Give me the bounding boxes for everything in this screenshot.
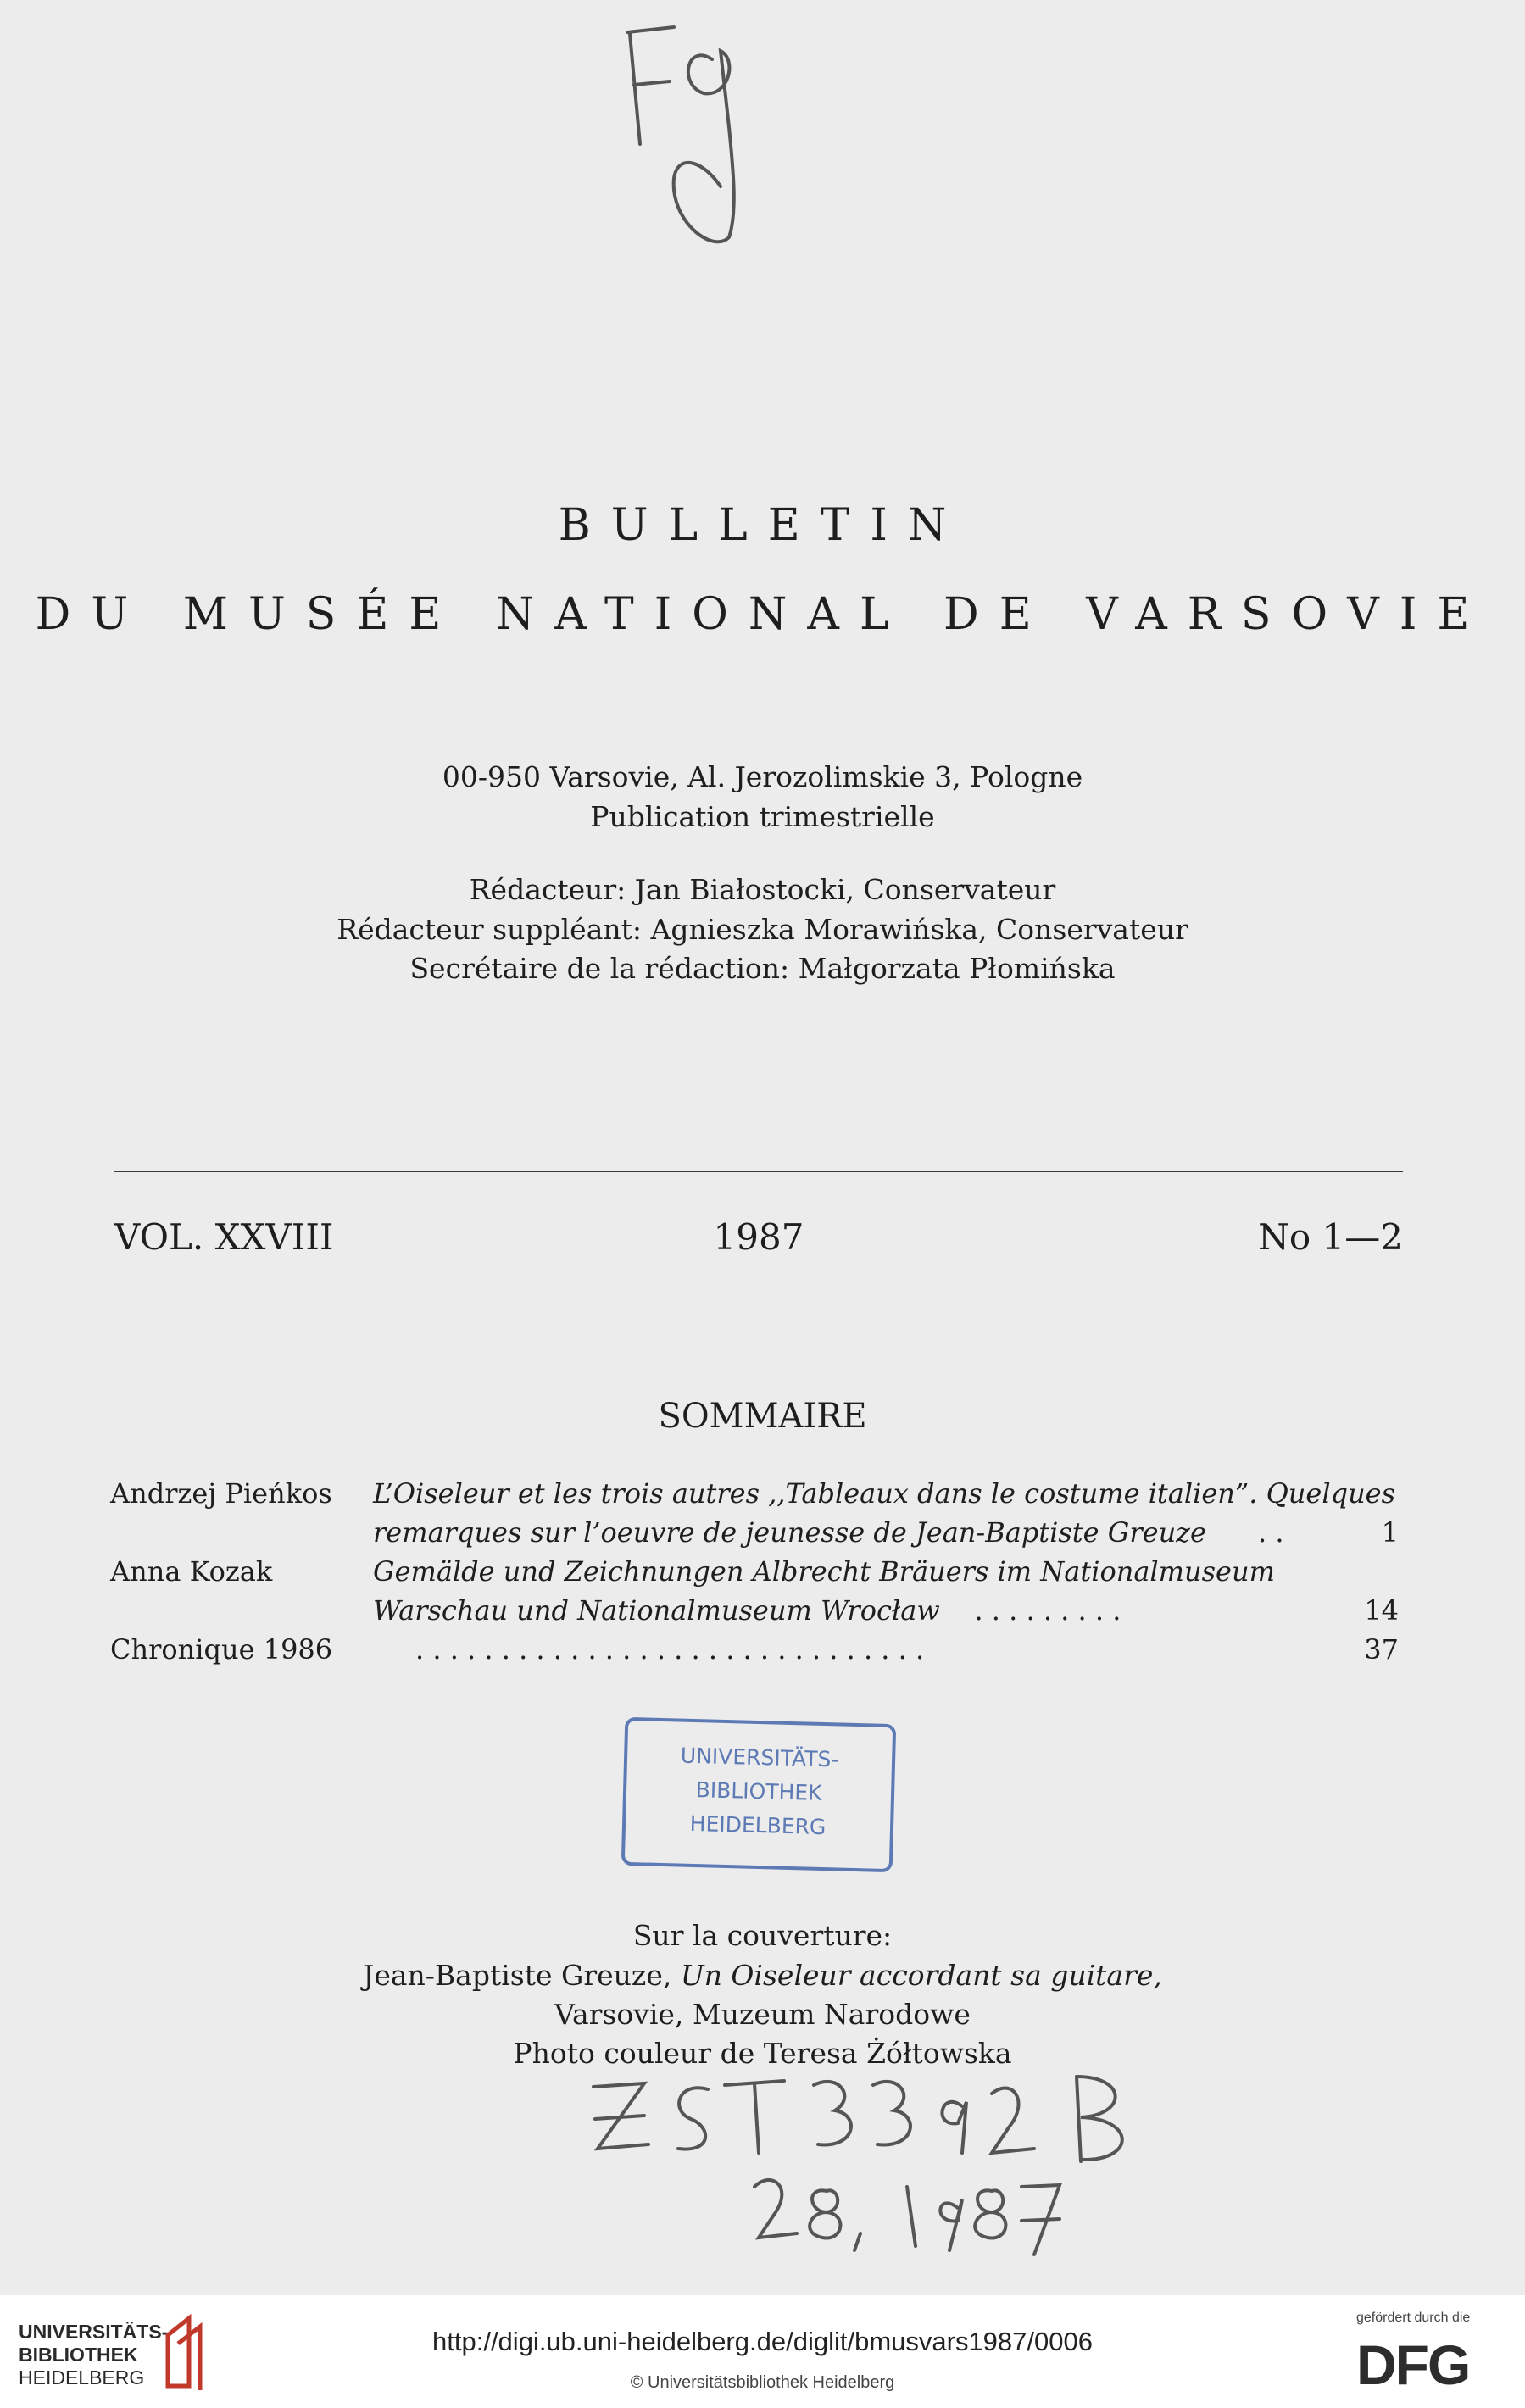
source-url-link[interactable]: http://digi.ub.uni-heidelberg.de/diglit/bmusvars1987/0006 [432,2327,1093,2356]
editorial-secretary-line: Secrétaire de la rédaction: Małgorzata Płomińska [409,952,1116,985]
cover-caption-heading: Sur la couverture: [632,1919,893,1952]
library-stamp [621,1717,896,1872]
toc-title: Warschau und Nationalmuseum Wrocław . . . . . . . . . [373,1594,1121,1627]
handwritten-annotation-top [610,8,780,254]
volume-number: VOL. XXVIII [114,1216,334,1258]
toc-entry-continuation [110,1594,1399,1632]
toc-page-number: 1 [1381,1516,1399,1549]
volume-year: 1987 [713,1216,804,1258]
toc-title: L’Oiseleur et les trois autres ,,Tableaux dans le costume italien”. Quelques [373,1477,1396,1510]
publication-frequency: Publication trimestrielle [590,800,935,833]
cover-caption-location: Varsovie, Muzeum Narodowe [554,1998,971,2031]
cover-caption-artwork: Jean-Baptiste Greuze, Un Oiseleur accordant sa guitare, [363,1959,1162,1992]
dfg-logo: DFG [1356,2333,1470,2396]
journal-title-line1: BULLETIN [558,500,967,551]
horizontal-rule [114,1171,1403,1172]
toc-author: Andrzej Pieńkos [110,1477,332,1510]
publisher-address: 00-950 Varsovie, Al. Jerozolimskie 3, Pologne [442,760,1083,793]
toc-page-number: 14 [1364,1594,1399,1627]
stamp-line: UNIVERSITÄTS- [680,1743,839,1772]
stamp-line: HEIDELBERG [689,1810,827,1840]
toc-leader-dots: . . . . . . . . . . . . . . . . . . . . . . . . . . . . . . [415,1633,925,1666]
toc-title: remarques sur l’oeuvre de jeunesse de Jean-Baptiste Greuze . . [373,1516,1284,1549]
toc-entry [110,1633,1399,1671]
toc-author: Anna Kozak [110,1555,273,1588]
stamp-line: BIBLIOTHEK [695,1777,822,1805]
toc-entry [110,1477,1399,1515]
contents-heading: SOMMAIRE [658,1397,867,1436]
university-library-logo: UNIVERSITÄTS- BIBLIOTHEK HEIDELBERG [19,2321,169,2389]
editor-line: Rédacteur: Jan Białostocki, Conservateur [469,873,1056,906]
volume-row [114,1216,1403,1267]
cover-caption-photo-credit: Photo couleur de Teresa Żółtowska [513,2037,1012,2070]
journal-title-line2: DU MUSÉE NATIONAL DE VARSOVIE [35,589,1490,640]
toc-author: Chronique 1986 [110,1633,333,1666]
issue-number: No 1—2 [1258,1216,1403,1258]
handwritten-shelfmark [585,2068,1178,2263]
toc-entry [110,1555,1399,1593]
toc-page-number: 37 [1364,1633,1399,1666]
table-of-contents [110,1477,1399,1681]
copyright-notice: © Universitätsbibliothek Heidelberg [630,2373,895,2392]
toc-entry-continuation [110,1516,1399,1554]
deputy-editor-line: Rédacteur suppléant: Agnieszka Morawińska, Conservateur [337,913,1188,946]
funding-note: gefördert durch die [1356,2311,1471,2325]
toc-title: Gemälde und Zeichnungen Albrecht Bräuers im Nationalmuseum [373,1555,1275,1588]
